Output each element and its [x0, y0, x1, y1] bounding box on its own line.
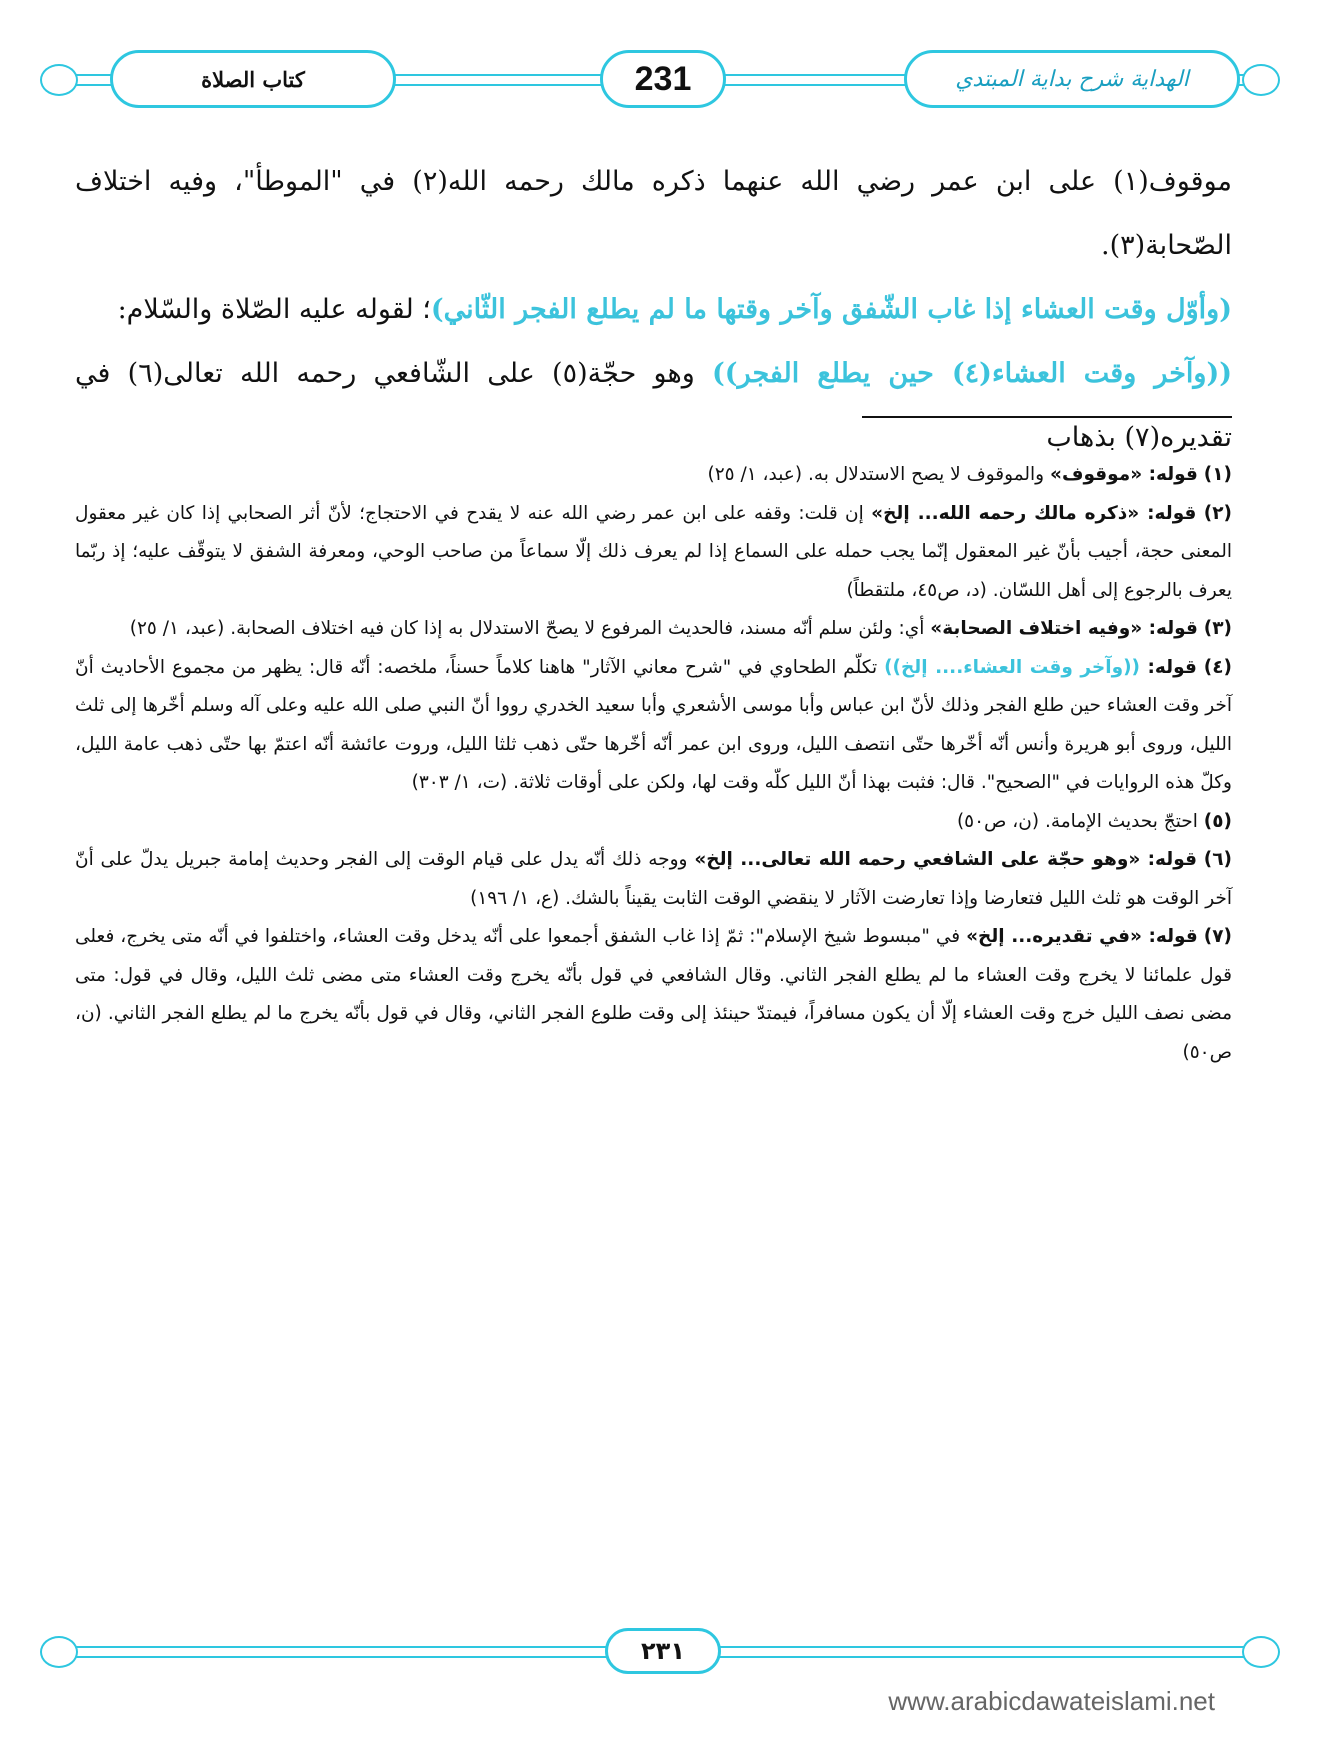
footer-page-number-frame [605, 1628, 721, 1674]
footnote-text: تكلّم الطحاوي في "شرح معاني الآثار" هاهنا كلاماً حسناً، ملخصه: أنّه قال: يظهر من مجموع الأحاديث أنّ آخر وقت العشاء حين طلع الفجر وذلك لأنّ ابن عباس وأبا موسى الأشعري وأبا سعيد الخدري رووا أنّ النبي صلى الله عليه وعلى آله وسلم أخّرها إلى ثلث الليل، وروى أبو هريرة وأنس أنّه أخّرها حتّى انتصف الليل، وروى ابن عمر أنّه أخّرها حتّى ذهب ثلثا الليل، وروت عائشة أنّه اعتمّ بها حتّى ذهب عامة الليل، وكلّ هذه الروايات في "الصحيح". قال: فثبت بهذا أنّ الليل كلّه وقت لها، ولكن على أوقات ثلاثة. (ت، ١/ ٣٠٣) [75, 656, 1232, 793]
footnote-3 [75, 610, 1232, 649]
footnotes [75, 456, 1232, 1072]
footnote-7 [75, 918, 1232, 1072]
footnote-5 [75, 803, 1232, 842]
footnote-keyword: قوله: [1147, 656, 1197, 678]
hadith-highlight: ((وآخر وقت العشاء(٤) حين يطلع الفجر)) [712, 358, 1233, 389]
footnote-number: (٢) [1203, 502, 1232, 524]
main-paragraph-1: موقوف(١) على ابن عمر رضي الله عنهما ذكره مالك رحمه الله(٢) في "الموطأ"، وفيه اختلاف الصّحابة(٣). [75, 166, 1232, 261]
main-paragraph-3 [75, 342, 1232, 470]
footnote-keyword: قوله: «وفيه اختلاف الصحابة» [930, 618, 1198, 639]
website-link[interactable]: www.arabicdawateislami.net [888, 1686, 1215, 1716]
page-footer [40, 1628, 1280, 1678]
footnote-1 [75, 456, 1232, 495]
footnote-text: ووجه ذلك أنّه يدل على قيام الوقت إلى الفجر وحديث إمامة جبريل يدلّ على أنّ آخر الوقت هو ثلث الليل فتعارضا وإذا تعارضت الآثار لا ينقضي الوقت الثابت يقيناً بالشك. (ع، ١/ ١٩٦) [75, 849, 1232, 909]
footnote-4 [75, 649, 1232, 803]
ornament-right-icon [1242, 1636, 1280, 1668]
footnote-separator [862, 416, 1232, 418]
footnote-6 [75, 841, 1232, 918]
footnote-keyword: قوله: «وهو حجّة على الشافعي رحمه الله تعالى... إلخ» [694, 849, 1197, 870]
footnote-keyword: قوله: «موقوف» [1050, 464, 1198, 485]
footnote-number: (٤) [1203, 656, 1233, 678]
footnote-number: (١) [1203, 464, 1232, 485]
ornament-right-icon [1242, 64, 1280, 96]
page-number-frame [600, 50, 726, 108]
ornament-left-icon [40, 1636, 78, 1668]
footnote-keyword: قوله: «في تقديره... إلخ» [966, 926, 1198, 947]
footer-page-number: ٢٣١ [641, 1637, 685, 1665]
book-title-frame [904, 50, 1240, 108]
footnote-text: أي: ولئن سلم أنّه مسند، فالحديث المرفوع لا يصحّ الاستدلال به إذا كان فيه اختلاف الصحابة. (عبد، ١/ ٢٥) [129, 618, 931, 639]
main-paragraph-2 [75, 278, 1232, 342]
footnote-2 [75, 495, 1232, 611]
ornament-left-icon [40, 64, 78, 96]
footnote-text: احتجّ بحديث الإمامة. (ن، ص٥٠) [956, 810, 1204, 832]
main-text-span: وهو حجّة(٥) على الشّافعي رحمه الله تعالى(٦) في تقديره(٧) بذهاب [75, 358, 1232, 453]
matn-highlight: (وأوّل وقت العشاء إذا غاب الشّفق وآخر وقتها ما لم يطلع الفجر الثّاني) [430, 294, 1232, 325]
footnote-number: (٧) [1203, 926, 1232, 947]
footnote-keyword-highlight: ((وآخر وقت العشاء.... إلخ)) [884, 656, 1148, 678]
footnote-number: (٦) [1203, 849, 1232, 870]
chapter-title-frame [110, 50, 396, 108]
main-text-span: ؛ لقوله عليه الصّلاة والسّلام: [117, 294, 431, 325]
page-number: 231 [634, 59, 692, 98]
footnote-text: في "مبسوط شيخ الإسلام": ثمّ إذا غاب الشفق أجمعوا على أنّه يدخل وقت العشاء، واختلفوا في أنّه متى يخرج، فعلى قول علمائنا لا يخرج وقت العشاء ما لم يطلع الفجر الثاني. وقال الشافعي في قول بأنّه يخرج وقت العشاء متى مضى ثلث الليل، وقال في قول: متى مضى نصف الليل خرج وقت العشاء إلّا أن يكون مسافراً، فيمتدّ حينئذ إلى وقت طلوع الفجر الثاني، وقال في قول بأنّه يخرج ما لم يطلع الفجر الثاني. (ن، ص٥٠) [75, 926, 1232, 1063]
footnote-number: (٥) [1203, 810, 1232, 832]
book-title: الهداية شرح بداية المبتدي [955, 66, 1189, 92]
footnote-text: والموقوف لا يصح الاستدلال به. (عبد، ١/ ٢٥) [707, 464, 1050, 485]
footnote-text: إن قلت: وقفه على ابن عمر رضي الله عنه لا يقدح في الاحتجاج؛ لأنّ أثر الصحابي إذا كان غير معقول المعنى حجة، أجيب بأنّ غير المعقول إنّما يجب حمله على السماع إذا لم يعرف ذلك إلّا سماعاً من صاحب الوحي، ومعرفة الشفق لا يتوقّف عليه؛ إذ ربّما يعرف بالرجوع إلى أهل اللسّان. (د، ص٤٥، ملتقطاً) [75, 502, 1232, 601]
chapter-title: كتاب الصلاة [201, 66, 305, 92]
page-header [40, 46, 1280, 110]
main-text [75, 150, 1232, 470]
footnote-keyword: قوله: «ذكره مالك رحمه الله... إلخ» [871, 502, 1197, 524]
footnote-number: (٣) [1203, 618, 1232, 639]
